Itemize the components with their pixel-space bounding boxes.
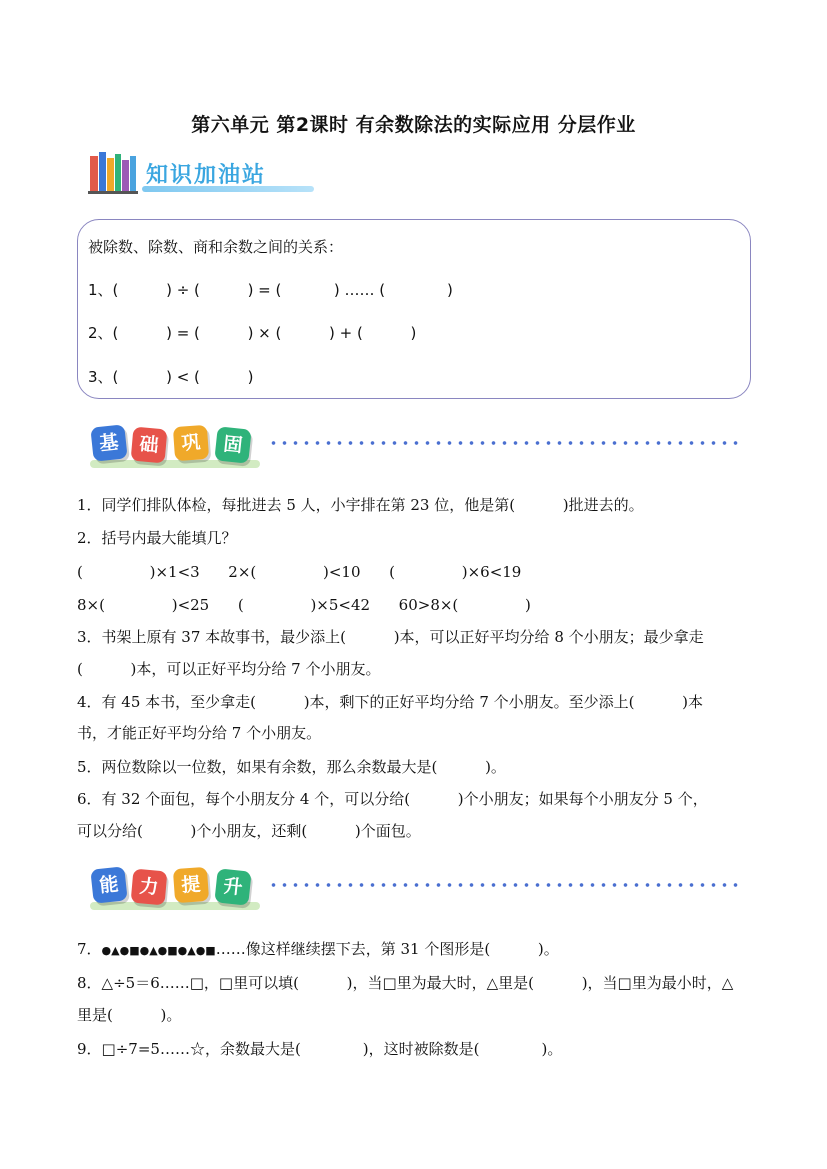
question-7-text: ……像这样继续摆下去，第 31 个图形是( )。 [215, 940, 559, 958]
relation-line-3: 3、( ) < ( ) [88, 368, 254, 386]
badge-tile-3: 提 [173, 867, 209, 903]
dotted-rule [268, 440, 738, 446]
relation-line-2: 2、( ) = ( ) × ( ) + ( ) [88, 324, 417, 342]
knowledge-header [88, 150, 318, 198]
question-7 [77, 939, 559, 961]
advanced-section-header [88, 866, 748, 918]
knowledge-header-label: 知识加油站 [146, 163, 267, 188]
question-5: 5．两位数除以一位数，如果有余数，那么余数最大是( )。 [77, 758, 506, 776]
question-9: 9．□÷7=5……☆，余数最大是( )，这时被除数是( )。 [77, 1040, 563, 1058]
question-6-line-1: 6．有 32 个面包，每个小朋友分 4 个，可以分给( )个小朋友；如果每个小朋友分 5 个， [77, 790, 708, 808]
question-3-line-1: 3．书架上原有 37 本故事书，最少添上( )本，可以正好平均分给 8 个小朋友；最少拿走 [77, 628, 704, 646]
question-2-row-2: 8×( )<25 ( )×5<42 60>8×( ) [77, 596, 531, 614]
question-8-line-1: 8．△÷5＝6……□，□里可以填( )，当□里为最大时，△里是( )，当□里为最小时，△ [77, 974, 734, 992]
badge-tile-3: 巩 [173, 425, 209, 461]
question-2: 2．括号内最大能填几？ [77, 529, 237, 547]
badge-tile-2: 础 [131, 427, 168, 464]
badge-tile-1: 能 [90, 866, 127, 903]
badge-tile-4: 升 [214, 868, 251, 905]
question-4-line-1: 4．有 45 本书，至少拿走( )本，剩下的正好平均分给 7 个小朋友。至少添上( )本 [77, 693, 704, 711]
books-icon [88, 150, 138, 194]
badge-tile-4: 固 [214, 426, 251, 463]
question-8-line-2: 里是( )。 [77, 1006, 182, 1024]
shape-sequence: ●▲●■●▲●■●▲●■ [101, 944, 216, 957]
question-2-row-1: ( )×1<3 2×( )<10 ( )×6<19 [77, 563, 522, 581]
question-6-line-2: 可以分给( )个小朋友，还剩( )个面包。 [77, 822, 421, 840]
dotted-rule [268, 882, 738, 888]
basic-section-header [88, 424, 748, 476]
question-1: 1．同学们排队体检，每批进去 5 人，小宇排在第 23 位，他是第( )批进去的。 [77, 496, 644, 514]
question-7-number: 7． [77, 940, 102, 958]
knowledge-intro: 被除数、除数、商和余数之间的关系： [88, 238, 344, 256]
relation-line-1: 1、( ) ÷ ( ) = ( ) …… ( ) [88, 281, 453, 299]
badge-tile-1: 基 [90, 424, 127, 461]
page-title: 第六单元 第2课时 有余数除法的实际应用 分层作业 [191, 114, 636, 136]
question-3-line-2: ( )本，可以正好平均分给 7 个小朋友。 [77, 660, 381, 678]
question-4-line-2: 书，才能正好平均分给 7 个小朋友。 [77, 724, 322, 742]
badge-tile-2: 力 [131, 869, 168, 906]
